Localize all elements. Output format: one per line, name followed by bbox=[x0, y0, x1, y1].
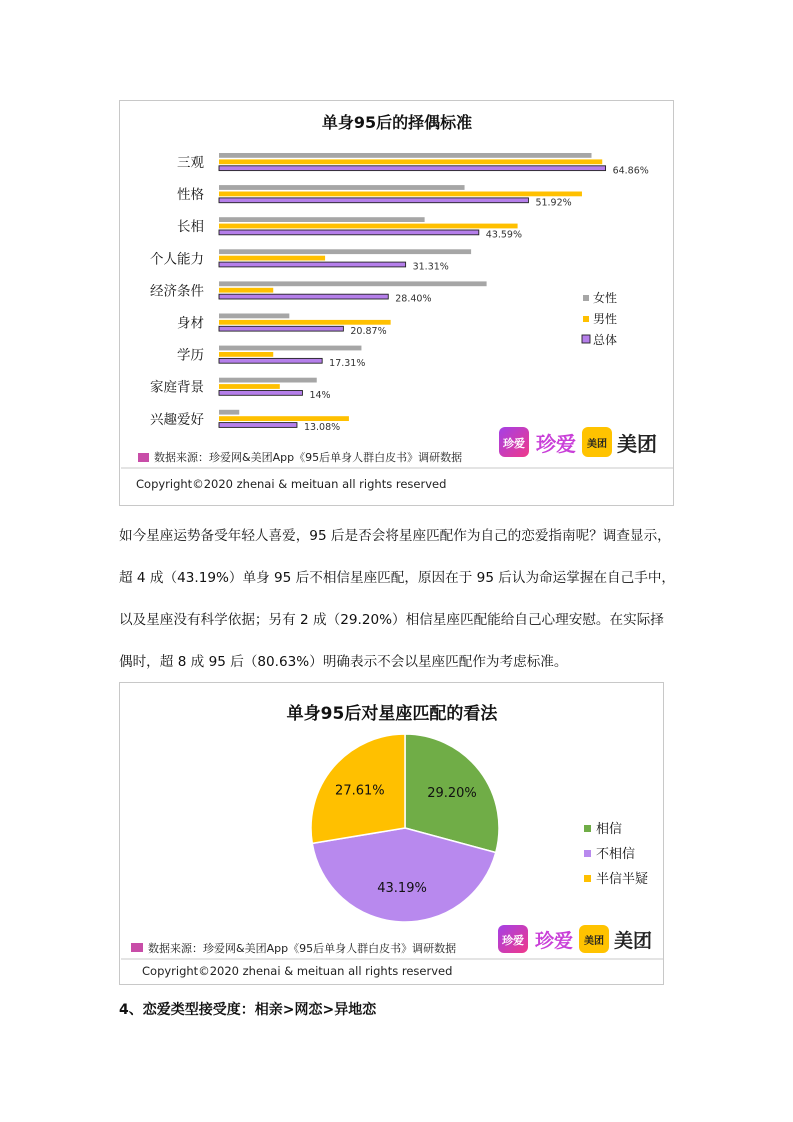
data-label: 43.59% bbox=[485, 229, 523, 241]
bar-女性 bbox=[219, 185, 465, 190]
chart-2-copyright: Copyright©2020 zhenai & meituan all rights reserved bbox=[142, 964, 453, 978]
legend-label: 不相信 bbox=[596, 847, 636, 862]
bar-男性 bbox=[219, 320, 391, 325]
slice-value-label: 43.19% bbox=[377, 881, 427, 897]
legend-swatch bbox=[584, 850, 591, 857]
bar-女性 bbox=[219, 153, 592, 158]
legend-swatch bbox=[582, 335, 590, 343]
chart-2-title: 单身95后对星座匹配的看法 bbox=[286, 704, 498, 724]
legend-swatch bbox=[583, 316, 589, 322]
category-label: 学历 bbox=[177, 347, 204, 364]
category-label: 家庭背景 bbox=[150, 379, 204, 396]
bar-男性 bbox=[219, 384, 280, 389]
pie-chart bbox=[120, 683, 665, 986]
category-label: 身材 bbox=[177, 315, 204, 332]
data-label: 14% bbox=[309, 390, 331, 401]
chart-1-source: 数据来源：珍爱网&美团App《95后单身人群白皮书》调研数据 bbox=[154, 451, 463, 464]
category-label: 三观 bbox=[177, 155, 204, 171]
bar-chart bbox=[120, 101, 675, 507]
zhenai-logo-badge-text: 珍爱 bbox=[503, 437, 525, 450]
meituan-logo bbox=[582, 427, 657, 457]
legend-label: 相信 bbox=[596, 822, 623, 837]
bar-男性 bbox=[219, 159, 602, 164]
bar-总体 bbox=[219, 294, 388, 299]
bar-男性 bbox=[219, 288, 273, 293]
zhenai-logo-text: 珍爱 bbox=[535, 930, 574, 952]
paragraph-line: 偶时，超 8 成 95 后（80.63%）明确表示不会以星座匹配作为考虑标准。 bbox=[119, 654, 568, 670]
body-paragraph bbox=[119, 515, 679, 683]
bar-男性 bbox=[219, 192, 582, 197]
meituan-logo bbox=[579, 925, 652, 953]
legend-label: 男性 bbox=[593, 312, 618, 326]
meituan-logo-badge-text: 美团 bbox=[584, 936, 604, 947]
data-label: 20.87% bbox=[350, 325, 387, 337]
bar-总体 bbox=[219, 391, 302, 396]
legend-label: 女性 bbox=[593, 291, 618, 305]
meituan-logo-badge-text: 美团 bbox=[587, 439, 607, 450]
section-heading: 4、恋爱类型接受度：相亲>网恋>异地恋 bbox=[119, 1002, 377, 1018]
category-label: 兴趣爱好 bbox=[150, 411, 204, 428]
bar-女性 bbox=[219, 281, 487, 286]
slice-value-label: 27.61% bbox=[335, 783, 385, 799]
bar-女性 bbox=[219, 217, 425, 222]
zhenai-logo bbox=[498, 925, 573, 953]
chart-2-frame bbox=[119, 682, 664, 985]
category-label: 个人能力 bbox=[150, 251, 204, 268]
category-label: 性格 bbox=[177, 187, 204, 204]
slice-value-label: 29.20% bbox=[427, 785, 477, 801]
bar-总体 bbox=[219, 262, 406, 267]
chart-1-frame bbox=[119, 100, 674, 506]
bar-男性 bbox=[219, 256, 325, 261]
bar-女性 bbox=[219, 314, 289, 319]
source-swatch bbox=[131, 943, 143, 952]
chart-1-title: 单身95后的择偶标准 bbox=[321, 113, 473, 132]
legend-swatch bbox=[584, 825, 591, 832]
meituan-logo-text: 美团 bbox=[614, 930, 653, 952]
data-label: 51.92% bbox=[535, 197, 572, 209]
bar-女性 bbox=[219, 378, 317, 383]
bar-男性 bbox=[219, 224, 518, 229]
zhenai-logo-text: 珍爱 bbox=[536, 432, 576, 456]
data-label: 17.31% bbox=[329, 357, 366, 369]
bar-男性 bbox=[219, 416, 349, 421]
paragraph-line: 如今星座运势备受年轻人喜爱，95 后是否会将星座匹配作为自己的恋爱指南呢？调查显示， bbox=[119, 528, 671, 544]
bar-女性 bbox=[219, 249, 471, 254]
paragraph-line: 以及星座没有科学依据；另有 2 成（29.20%）相信星座匹配能给自己心理安慰。在实际择 bbox=[119, 612, 664, 628]
data-label: 28.40% bbox=[395, 293, 432, 305]
bar-女性 bbox=[219, 346, 361, 351]
bar-女性 bbox=[219, 410, 239, 415]
data-label: 13.08% bbox=[303, 422, 341, 434]
category-label: 经济条件 bbox=[150, 283, 204, 300]
bar-总体 bbox=[219, 230, 479, 235]
bar-总体 bbox=[219, 326, 343, 331]
chart-1-copyright: Copyright©2020 zhenai & meituan all rights reserved bbox=[136, 477, 447, 491]
meituan-logo-text: 美团 bbox=[617, 432, 657, 456]
zhenai-logo bbox=[499, 427, 576, 457]
zhenai-logo-badge-text: 珍爱 bbox=[502, 934, 524, 947]
legend-swatch bbox=[583, 295, 589, 301]
data-label: 64.86% bbox=[612, 165, 649, 177]
bar-总体 bbox=[219, 198, 528, 203]
data-label: 31.31% bbox=[412, 261, 449, 273]
bar-男性 bbox=[219, 352, 273, 357]
bar-总体 bbox=[219, 358, 322, 363]
legend-label: 半信半疑 bbox=[596, 872, 649, 887]
legend-label: 总体 bbox=[593, 333, 618, 347]
category-label: 长相 bbox=[177, 219, 204, 236]
bar-总体 bbox=[219, 166, 606, 171]
paragraph-line: 超 4 成（43.19%）单身 95 后不相信星座匹配，原因在于 95 后认为命运掌握在自己手中， bbox=[119, 570, 676, 586]
legend-swatch bbox=[584, 875, 591, 882]
bar-总体 bbox=[219, 423, 297, 428]
chart-2-source: 数据来源：珍爱网&美团App《95后单身人群白皮书》调研数据 bbox=[148, 942, 457, 955]
source-swatch bbox=[138, 453, 149, 462]
